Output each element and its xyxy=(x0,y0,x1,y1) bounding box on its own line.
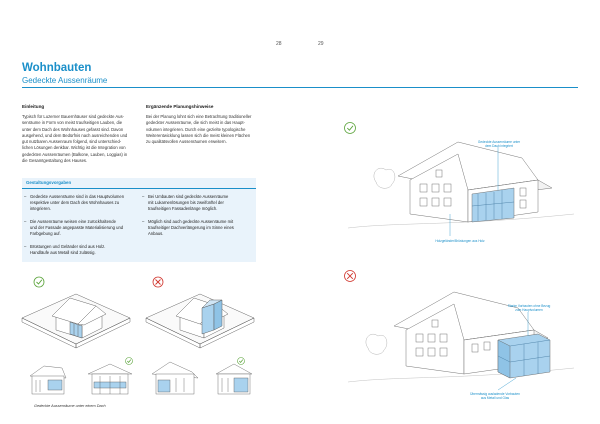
check-icon xyxy=(345,123,356,134)
vorgabe-line: und der Fassade angepasste Materialisierung und xyxy=(30,225,124,230)
annotation-line: zum Hauptvolumen xyxy=(515,308,543,313)
annotation-bottom-a xyxy=(498,304,560,312)
vorgabe-line: Brüstungen und Geländer sind aus Holz. xyxy=(30,244,106,249)
vorgabe-item: – Gedeckte Aussenräume sind in das Hauptvolumen respektive unter dem Dach des Wohnhauses zu integrieren. xyxy=(24,194,132,212)
title-rule xyxy=(22,87,578,88)
page-number-right: 29 xyxy=(318,41,324,47)
cross-icon xyxy=(345,271,356,282)
check-icon xyxy=(34,277,44,287)
axonometric-diagrams xyxy=(18,272,262,358)
einleitung-line: lichen Lösungen denkbar. Wichtig ist die Integration von xyxy=(22,145,126,151)
einleitung-line: unter dem Dach des Wohnhauses gefasst sind. Davon xyxy=(22,126,124,132)
einleitung-line: gedeckten Aussenräumen (Balkone, Lauben, Loggias) in xyxy=(22,151,128,157)
annotation-line: Übermässig ausladende Vorbauten xyxy=(470,392,520,396)
annotation-line: aus Metall und Glas xyxy=(480,396,510,401)
diagram-bad xyxy=(146,294,254,348)
page-subtitle: Gedeckte Aussenräume xyxy=(22,76,108,85)
diagram-good xyxy=(22,294,130,348)
annotation-top-a xyxy=(468,140,530,148)
gestaltungsvorgaben-heading: Gestaltungsvorgaben xyxy=(26,180,72,185)
gestaltungsvorgaben-rule xyxy=(22,188,256,189)
vorgabe-line: Bei Umbauten sind gedeckte Aussenräume xyxy=(148,194,229,199)
annotation-line: dem Dach integriert xyxy=(485,144,513,149)
vorgabe-item: – Möglich sind auch gedeckte Aussenräume mit traufseitiger Dachverlängerung im Sinne eines Anbaus. xyxy=(142,219,250,237)
annotation-line: Gedeckte Aussenräume unter xyxy=(477,140,521,144)
einleitung-line: senräume in Form von meist traufseitigen Lauben, die xyxy=(22,120,123,126)
check-icon xyxy=(126,358,133,365)
page-number-left: 28 xyxy=(276,41,282,47)
vorgabe-line: Möglich sind auch gedeckte Aussenräume mit xyxy=(148,219,234,224)
hinweise-line: zu qualitätsvollen Aussenräumen erweitern. xyxy=(146,139,227,145)
house-sketch xyxy=(152,362,198,394)
vorgabe-line: respektive unter dem Dach des Wohnhauses zu xyxy=(30,200,120,205)
einleitung-heading: Einleitung xyxy=(22,104,45,109)
vorgabe-line: traufseitigen Fassadenlänge möglich. xyxy=(148,206,218,211)
annotation-bottom-b xyxy=(464,392,526,400)
hinweise-line: volumen integrieren. Durch eine gezielte typologische xyxy=(146,126,246,132)
vorgabe-line: integrieren. xyxy=(30,206,51,211)
vorgabe-line: Anbaus. xyxy=(148,231,164,236)
einleitung-line: ausgehend, und dem Bedürfnis nach ausreichenden und xyxy=(22,132,128,138)
vorgabe-item: – Brüstungen und Geländer sind aus Holz. Handläufe aus Metall sind zulässig. xyxy=(24,244,132,256)
einleitung-line: gut nutzbaren Aussenraum folgend, sind unterschied- xyxy=(22,139,122,145)
hinweise-line: Weiterentwicklung lassen sich die meist kleinen Flächen xyxy=(146,132,251,138)
vorgabe-line: mit Lukarnenlösungen bis zweifünftel der xyxy=(148,200,224,205)
house-sketch xyxy=(30,366,66,394)
vorgabe-line: Handläufe aus Metall sind zulässig. xyxy=(30,250,96,255)
einleitung-line: die Gesamtgestaltung des Hauses. xyxy=(22,158,88,164)
house-sketch xyxy=(88,364,132,394)
vorgabe-item: – Bei Umbauten sind gedeckte Aussenräume mit Lukarnenlösungen bis zweifünftel der traufseitigen Fassadenlänge möglich. xyxy=(142,194,250,212)
check-icon xyxy=(238,358,245,365)
perspective-good xyxy=(338,118,578,254)
hinweise-text xyxy=(146,114,270,145)
annotation-line: Starke Vorbauten ohne Bezug xyxy=(507,304,551,308)
vorgabe-line: Farbgebung auf. xyxy=(30,231,61,236)
figure-caption: Gedeckte Aussenräume unter einem Dach xyxy=(34,404,106,408)
hinweise-heading: Ergänzende Planungshinweise xyxy=(146,104,214,109)
vorgabe-line: traufseitiger Dachverlängerung im Sinne eines xyxy=(148,225,234,230)
vorgabe-line: Gedeckte Aussenräume sind in das Hauptvolumen xyxy=(30,194,125,199)
perspective-bad xyxy=(338,266,578,406)
einleitung-line: Typisch für Luzerner Bauernhäuser sind gedeckte Aus- xyxy=(22,114,124,119)
elevation-sketches xyxy=(22,356,258,402)
cross-icon xyxy=(153,277,163,287)
hinweise-line: Bei der Planung lohnt sich eine Betrachtung traditioneller xyxy=(146,114,252,119)
vorgabe-item: – Die Aussenräume weisen eine zurückhaltende und der Fassade angepasste Materialisierung und Farbgebung auf. xyxy=(24,219,132,237)
vorgabe-line: Die Aussenräume weisen eine zurückhaltende xyxy=(30,219,116,224)
page-title: Wohnbauten xyxy=(22,62,92,74)
einleitung-text xyxy=(22,114,146,164)
house-sketch xyxy=(216,364,252,394)
hinweise-line: gedeckter Aussenräume, die sich meist in das Haupt- xyxy=(146,120,245,126)
annotation-top-b: Holzgeländer/Brüstungen aus Holz xyxy=(435,239,485,243)
